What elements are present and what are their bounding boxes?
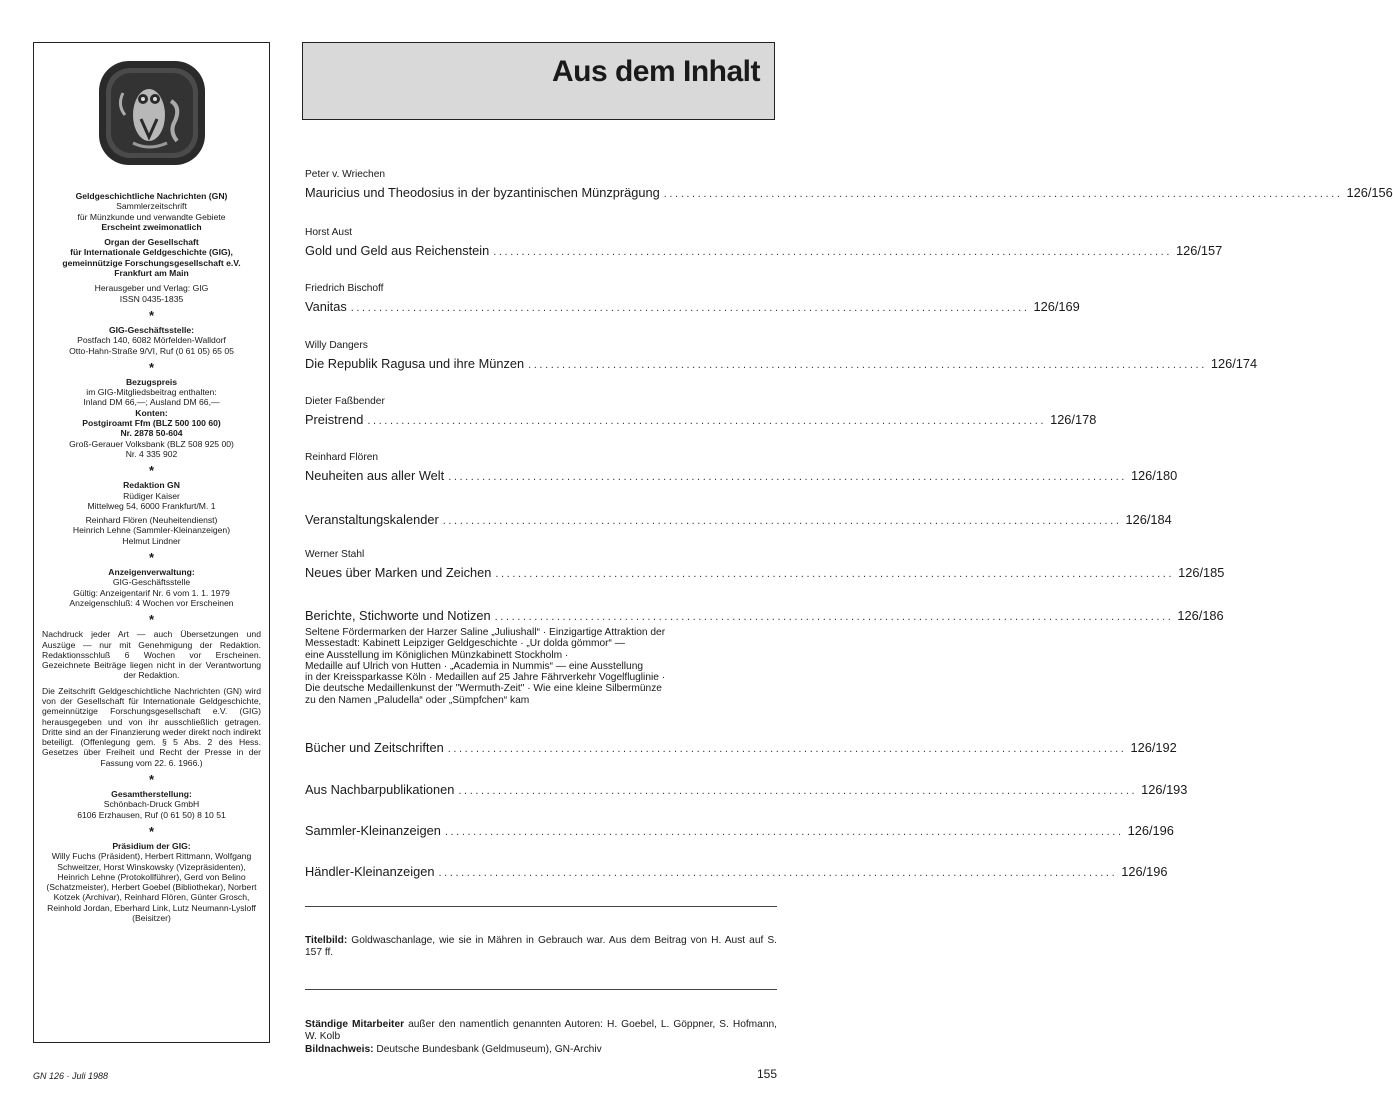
toc-leader: ........................................................................................................................ <box>528 359 1207 371</box>
cover-note <box>305 935 777 960</box>
price-text: im GIG-Mitgliedsbeitrag enthalten: <box>86 387 217 398</box>
account-line: Nr. 2878 50-604 <box>120 428 183 439</box>
cover-label: Titelbild: <box>305 935 348 946</box>
star-divider: * <box>148 772 155 788</box>
toc-entry[interactable] <box>305 283 1080 316</box>
toc-leader: ........................................................................................................................ <box>448 471 1127 483</box>
toc-leader: ........................................................................................................................ <box>494 611 1174 623</box>
toc-title: Händler-Kleinanzeigen <box>305 864 435 879</box>
toc-page: 126/178 <box>1050 412 1097 427</box>
toc-title: Preistrend <box>305 412 364 427</box>
toc-description-line: Die deutsche Medaillenkunst der "Wermuth-Zeit" · Wie eine kleine Silbermünze <box>305 683 662 695</box>
toc-entry[interactable] <box>305 819 1174 840</box>
toc-title: Neuheiten aus aller Welt <box>305 468 445 483</box>
office-address: Otto-Hahn-Straße 9/VI, Ruf (0 61 05) 65 05 <box>69 345 234 356</box>
frequency: Erscheint zweimonatlich <box>101 221 202 232</box>
editorial-title: Redaktion GN <box>123 480 180 491</box>
organ-line: gemeinnützige Forschungsgesellschaft e.V. <box>62 257 241 268</box>
ads-line: Gültig: Anzeigentarif Nr. 6 vom 1. 1. 1979 <box>73 587 230 598</box>
credits-note <box>305 1044 777 1056</box>
print-title: Gesamtherstellung: <box>111 789 192 800</box>
toc-title: Gold und Geld aus Reichenstein <box>305 243 490 258</box>
board-members: Willy Fuchs (Präsident), Herbert Rittmann, Wolfgang Schweitzer, Horst Winskowsky (Vizepräsidenten), Heinrich Lehne (Protokollführer), Gerd von Belino (Schatzmeister), Herbert Goebel (Bibliothekar), Norbert Kotzek (Archivar), Reinhard Flören, Günter Grosch, Reinhold Jordan, Eberhard Link, Lutz Neumann-Lysloff (Beisitzer) <box>46 851 257 924</box>
editorial-line: Mittelweg 54, 6000 Frankfurt/M. 1 <box>87 500 216 511</box>
toc-description <box>305 627 777 706</box>
toc-title: Bücher und Zeitschriften <box>305 740 444 755</box>
toc-leader: ........................................................................................................................ <box>447 743 1127 755</box>
toc-entry[interactable] <box>305 778 1188 799</box>
organ-line: für Internationale Geldgeschichte (GIG), <box>70 247 233 258</box>
ads-line: GIG-Geschäftsstelle <box>112 577 191 588</box>
divider <box>305 989 777 990</box>
star-divider: * <box>148 612 155 628</box>
toc-description-line: in der Kreissparkasse Köln · Medaillen auf 25 Jahre Fährverkehr Vogelfluglinie · <box>305 672 666 684</box>
star-divider: * <box>148 463 155 479</box>
toc-page: 126/184 <box>1125 512 1172 527</box>
issue-footer: GN 126 · Juli 1988 <box>33 1071 109 1081</box>
account-line: Groß-Gerauer Volksbank (BLZ 508 925 00) <box>69 438 234 449</box>
publisher: Herausgeber und Verlag: GIG <box>94 283 209 294</box>
staff-text: außer den namentlich genannten Autoren: H. Goebel, L. Göppner, S. Hofmann, W. Kolb <box>305 1019 778 1043</box>
toc-entry[interactable] <box>305 508 1172 529</box>
toc-leader: ........................................................................................................................ <box>438 867 1118 879</box>
toc-page: 126/185 <box>1178 565 1225 580</box>
toc-author: Horst Aust <box>305 227 352 238</box>
toc-leader: ........................................................................................................................ <box>495 568 1175 580</box>
star-divider: * <box>148 359 155 375</box>
price-text: Inland DM 66,—; Ausland DM 66,— <box>83 397 220 408</box>
credits-text: Deutsche Bundesbank (Geldmuseum), GN-Archiv <box>376 1044 602 1055</box>
print-line: Schönbach-Druck GmbH <box>103 799 200 810</box>
journal-subtitle: für Münzkunde und verwandte Gebiete <box>77 211 226 222</box>
board-title: Präsidium der GIG: <box>112 840 191 851</box>
toc-title: Sammler-Kleinanzeigen <box>305 823 441 838</box>
star-divider: * <box>148 550 155 566</box>
toc-page: 126/157 <box>1176 243 1223 258</box>
journal-name: Geldgeschichtliche Nachrichten (GN) <box>75 191 228 201</box>
toc-entry[interactable] <box>305 340 1258 373</box>
page-title: Aus dem Inhalt <box>551 55 760 88</box>
toc-leader: ........................................................................................................................ <box>444 826 1124 838</box>
star-divider: * <box>148 307 155 323</box>
toc-entry[interactable] <box>305 396 1097 429</box>
owl-seal-logo <box>93 57 211 169</box>
toc-description-line: eine Ausstellung im Königlichen Münzkabinett Stockholm · <box>305 649 569 661</box>
office-address: Postfach 140, 6082 Mörfelden-Walldorf <box>77 335 226 346</box>
toc-entry[interactable] <box>305 227 1223 260</box>
toc-description-line: Medaille auf Ulrich von Hutten · „Academia in Nummis“ — eine Ausstellung <box>305 660 644 672</box>
toc-entry[interactable] <box>305 736 1177 757</box>
toc-author: Reinhard Flören <box>305 452 379 463</box>
toc-page: 126/193 <box>1141 782 1188 797</box>
toc-title: Berichte, Stichworte und Notizen <box>305 608 491 623</box>
editorial-line: Helmut Lindner <box>122 535 181 546</box>
page-number: 155 <box>757 1067 778 1081</box>
star-divider: * <box>148 823 155 839</box>
toc-page: 126/174 <box>1210 356 1258 371</box>
account-line: Postgiroamt Ffm (BLZ 500 100 60) <box>82 418 221 429</box>
journal-subtitle: Sammlerzeitschrift <box>116 201 187 212</box>
toc-page: 126/192 <box>1130 740 1177 755</box>
toc-leader: ........................................................................................................................ <box>350 302 1030 314</box>
print-line: 6106 Erzhausen, Ruf (0 61 50) 8 10 51 <box>77 809 226 820</box>
toc-leader: ........................................................................................................................ <box>458 785 1138 797</box>
toc-title: Die Republik Ragusa und ihre Münzen <box>305 356 525 371</box>
toc-entry[interactable] <box>305 169 1393 202</box>
toc-title: Aus Nachbarpublikationen <box>305 782 455 797</box>
office-title: GIG-Geschäftsstelle: <box>108 324 194 335</box>
toc-author: Peter v. Wriechen <box>305 169 386 180</box>
staff-label: Ständige Mitarbeiter <box>305 1019 405 1030</box>
toc-title: Veranstaltungskalender <box>305 512 439 527</box>
editorial-line: Heinrich Lehne (Sammler-Kleinanzeigen) <box>72 525 231 536</box>
organ-line: Frankfurt am Main <box>114 268 189 279</box>
toc-page: 126/180 <box>1130 468 1178 483</box>
price-title: Bezugspreis <box>125 376 178 387</box>
toc-leader: ........................................................................................................................ <box>367 415 1047 427</box>
toc-title: Mauricius und Theodosius in der byzantinischen Münzprägung <box>305 185 660 200</box>
toc-description-line: Messestadt: Kabinett Leipziger Geldgeschichte · „Ur dolda gömmor“ — <box>305 638 625 650</box>
magazine-notice: Die Zeitschrift Geldgeschichtliche Nachrichten (GN) wird von der Gesellschaft für Internationale Geldgeschichte, gemeinnützige Forschungsgesellschaft e.V. (GIG) herausgegeben und von ihr ausschließlich getragen. Dritte sind an der Finanzierung weder direkt noch indirekt beteiligt. (Offenlegung gem. § 5 Abs. 2 des Hess. Gesetzes über Freiheit und Recht der Presse in der Fassung vom 22. 6. 1966.) <box>42 685 261 768</box>
toc-description-line: zu den Namen „Paludella“ oder „Sümpfchen“ kam <box>305 694 530 706</box>
toc-entry[interactable] <box>305 604 1224 706</box>
toc-page: 126/196 <box>1121 864 1168 879</box>
toc-page: 126/186 <box>1177 608 1224 623</box>
toc-leader: ........................................................................................................................ <box>663 188 1343 200</box>
divider <box>305 906 777 907</box>
toc-entry[interactable] <box>305 549 1225 582</box>
ads-title: Anzeigenverwaltung: <box>108 567 195 578</box>
toc-author: Dieter Faßbender <box>305 396 385 407</box>
ads-line: Anzeigenschluß: 4 Wochen vor Erscheinen <box>69 597 234 608</box>
credits-label: Bildnachweis: <box>305 1044 374 1055</box>
toc-page: 126/169 <box>1033 299 1080 314</box>
organ-line: Organ der Gesellschaft <box>104 237 199 248</box>
toc-page: 126/196 <box>1127 823 1174 838</box>
imprint-box <box>33 42 270 1043</box>
toc-leader: ........................................................................................................................ <box>442 515 1122 527</box>
toc-author: Friedrich Bischoff <box>305 283 384 294</box>
staff-note <box>305 1019 777 1044</box>
toc-author: Willy Dangers <box>305 340 368 351</box>
toc-title: Neues über Marken und Zeichen <box>305 565 492 580</box>
toc-page: 126/156 <box>1346 185 1393 200</box>
cover-text: Goldwaschanlage, wie sie in Mähren in Gebrauch war. Aus dem Beitrag von H. Aust auf S. 157 ff. <box>305 935 777 959</box>
editorial-line: Rüdiger Kaiser <box>123 490 180 501</box>
reprint-notice: Nachdruck jeder Art — auch Übersetzungen und Auszüge — nur mit Genehmigung der Redaktion. Redaktionsschluß 6 Wochen vor Erscheinen. Gezeichnete Beiträge liegen nicht in der Verantwortung der Redaktion. <box>42 629 261 681</box>
issn: ISSN 0435-1835 <box>119 293 184 304</box>
account-line: Nr. 4 335 902 <box>125 448 178 459</box>
toc-title: Vanitas <box>305 299 347 314</box>
contents-header <box>302 42 775 120</box>
toc-description-line: Seltene Fördermarken der Harzer Saline „Juliushall“ · Einzigartige Attraktion der <box>305 627 666 638</box>
toc-entry[interactable] <box>305 452 1178 485</box>
toc-entry[interactable] <box>305 860 1168 881</box>
editorial-line: Reinhard Flören (Neuheitendienst) <box>85 515 218 526</box>
toc-leader: ........................................................................................................................ <box>493 246 1172 258</box>
toc-author: Werner Stahl <box>305 549 365 560</box>
accounts-title: Konten: <box>135 407 168 418</box>
